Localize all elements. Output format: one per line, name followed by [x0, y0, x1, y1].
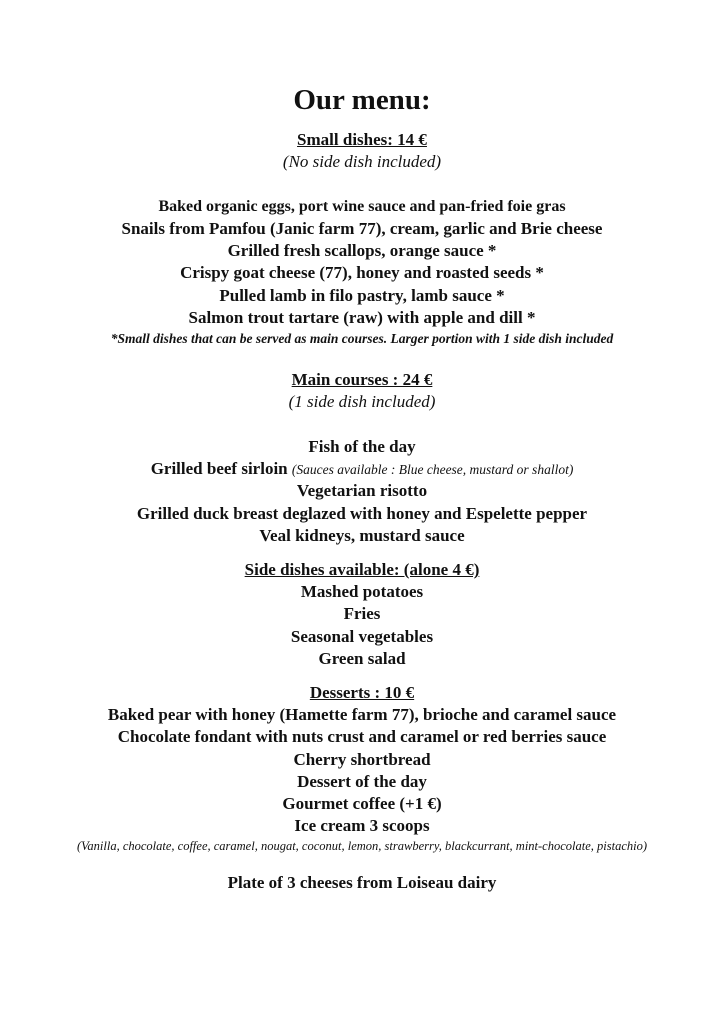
dessert-item: Ice cream 3 scoops: [294, 816, 430, 835]
main-courses-heading: Main courses : 24 €: [291, 370, 433, 389]
side-dish-item: Seasonal vegetables: [290, 627, 434, 646]
side-dish-item: Fries: [343, 604, 381, 623]
ice-cream-flavours-note: (Vanilla, chocolate, coffee, caramel, nougat, coconut, lemon, strawberry, blackcurrant, mint-chocolate, pistachio): [76, 839, 648, 853]
small-dishes-heading: Small dishes: 14 €: [297, 130, 427, 149]
dessert-item: Plate of 3 cheeses from Loiseau dairy: [227, 873, 497, 892]
small-dish-item: Baked organic eggs, port wine sauce and pan-fried foie gras: [158, 198, 566, 215]
main-course-item: Veal kidneys, mustard sauce: [259, 526, 465, 545]
side-dish-item: Green salad: [318, 649, 406, 668]
small-dish-item: Pulled lamb in filo pastry, lamb sauce *: [219, 286, 505, 305]
main-courses-note: (1 side dish included): [288, 392, 436, 411]
main-course-item: Grilled duck breast deglazed with honey and Espelette pepper: [136, 504, 588, 523]
sauces-note: (Sauces available : Blue cheese, mustard or shallot): [291, 462, 574, 477]
dessert-item: Cherry shortbread: [293, 750, 431, 769]
small-dishes-note: (No side dish included): [282, 152, 442, 171]
small-dish-item: Snails from Pamfou (Janic farm 77), cream, garlic and Brie cheese: [121, 219, 603, 238]
side-dish-item: Mashed potatoes: [300, 582, 424, 601]
main-course-item-label: Grilled beef sirloin: [150, 459, 288, 478]
main-course-item-sirloin: [0, 458, 724, 481]
dessert-item: Chocolate fondant with nuts crust and caramel or red berries sauce: [117, 727, 607, 746]
small-dish-item: Salmon trout tartare (raw) with apple and dill *: [188, 308, 536, 327]
small-dish-item: Crispy goat cheese (77), honey and roasted seeds *: [180, 263, 544, 282]
main-course-item: Fish of the day: [308, 437, 416, 456]
dessert-item: Gourmet coffee (+1 €): [282, 794, 442, 813]
small-dishes-footnote: *Small dishes that can be served as main courses. Larger portion with 1 side dish included: [110, 331, 614, 346]
small-dish-item: Grilled fresh scallops, orange sauce *: [227, 241, 497, 260]
page-title: Our menu:: [293, 84, 431, 116]
dessert-item: Dessert of the day: [297, 772, 427, 791]
dessert-item: Baked pear with honey (Hamette farm 77), brioche and caramel sauce: [107, 705, 617, 724]
side-dishes-heading: Side dishes available: (alone 4 €): [244, 560, 480, 579]
main-course-item: Vegetarian risotto: [296, 481, 428, 500]
desserts-heading: Desserts : 10 €: [309, 683, 415, 702]
